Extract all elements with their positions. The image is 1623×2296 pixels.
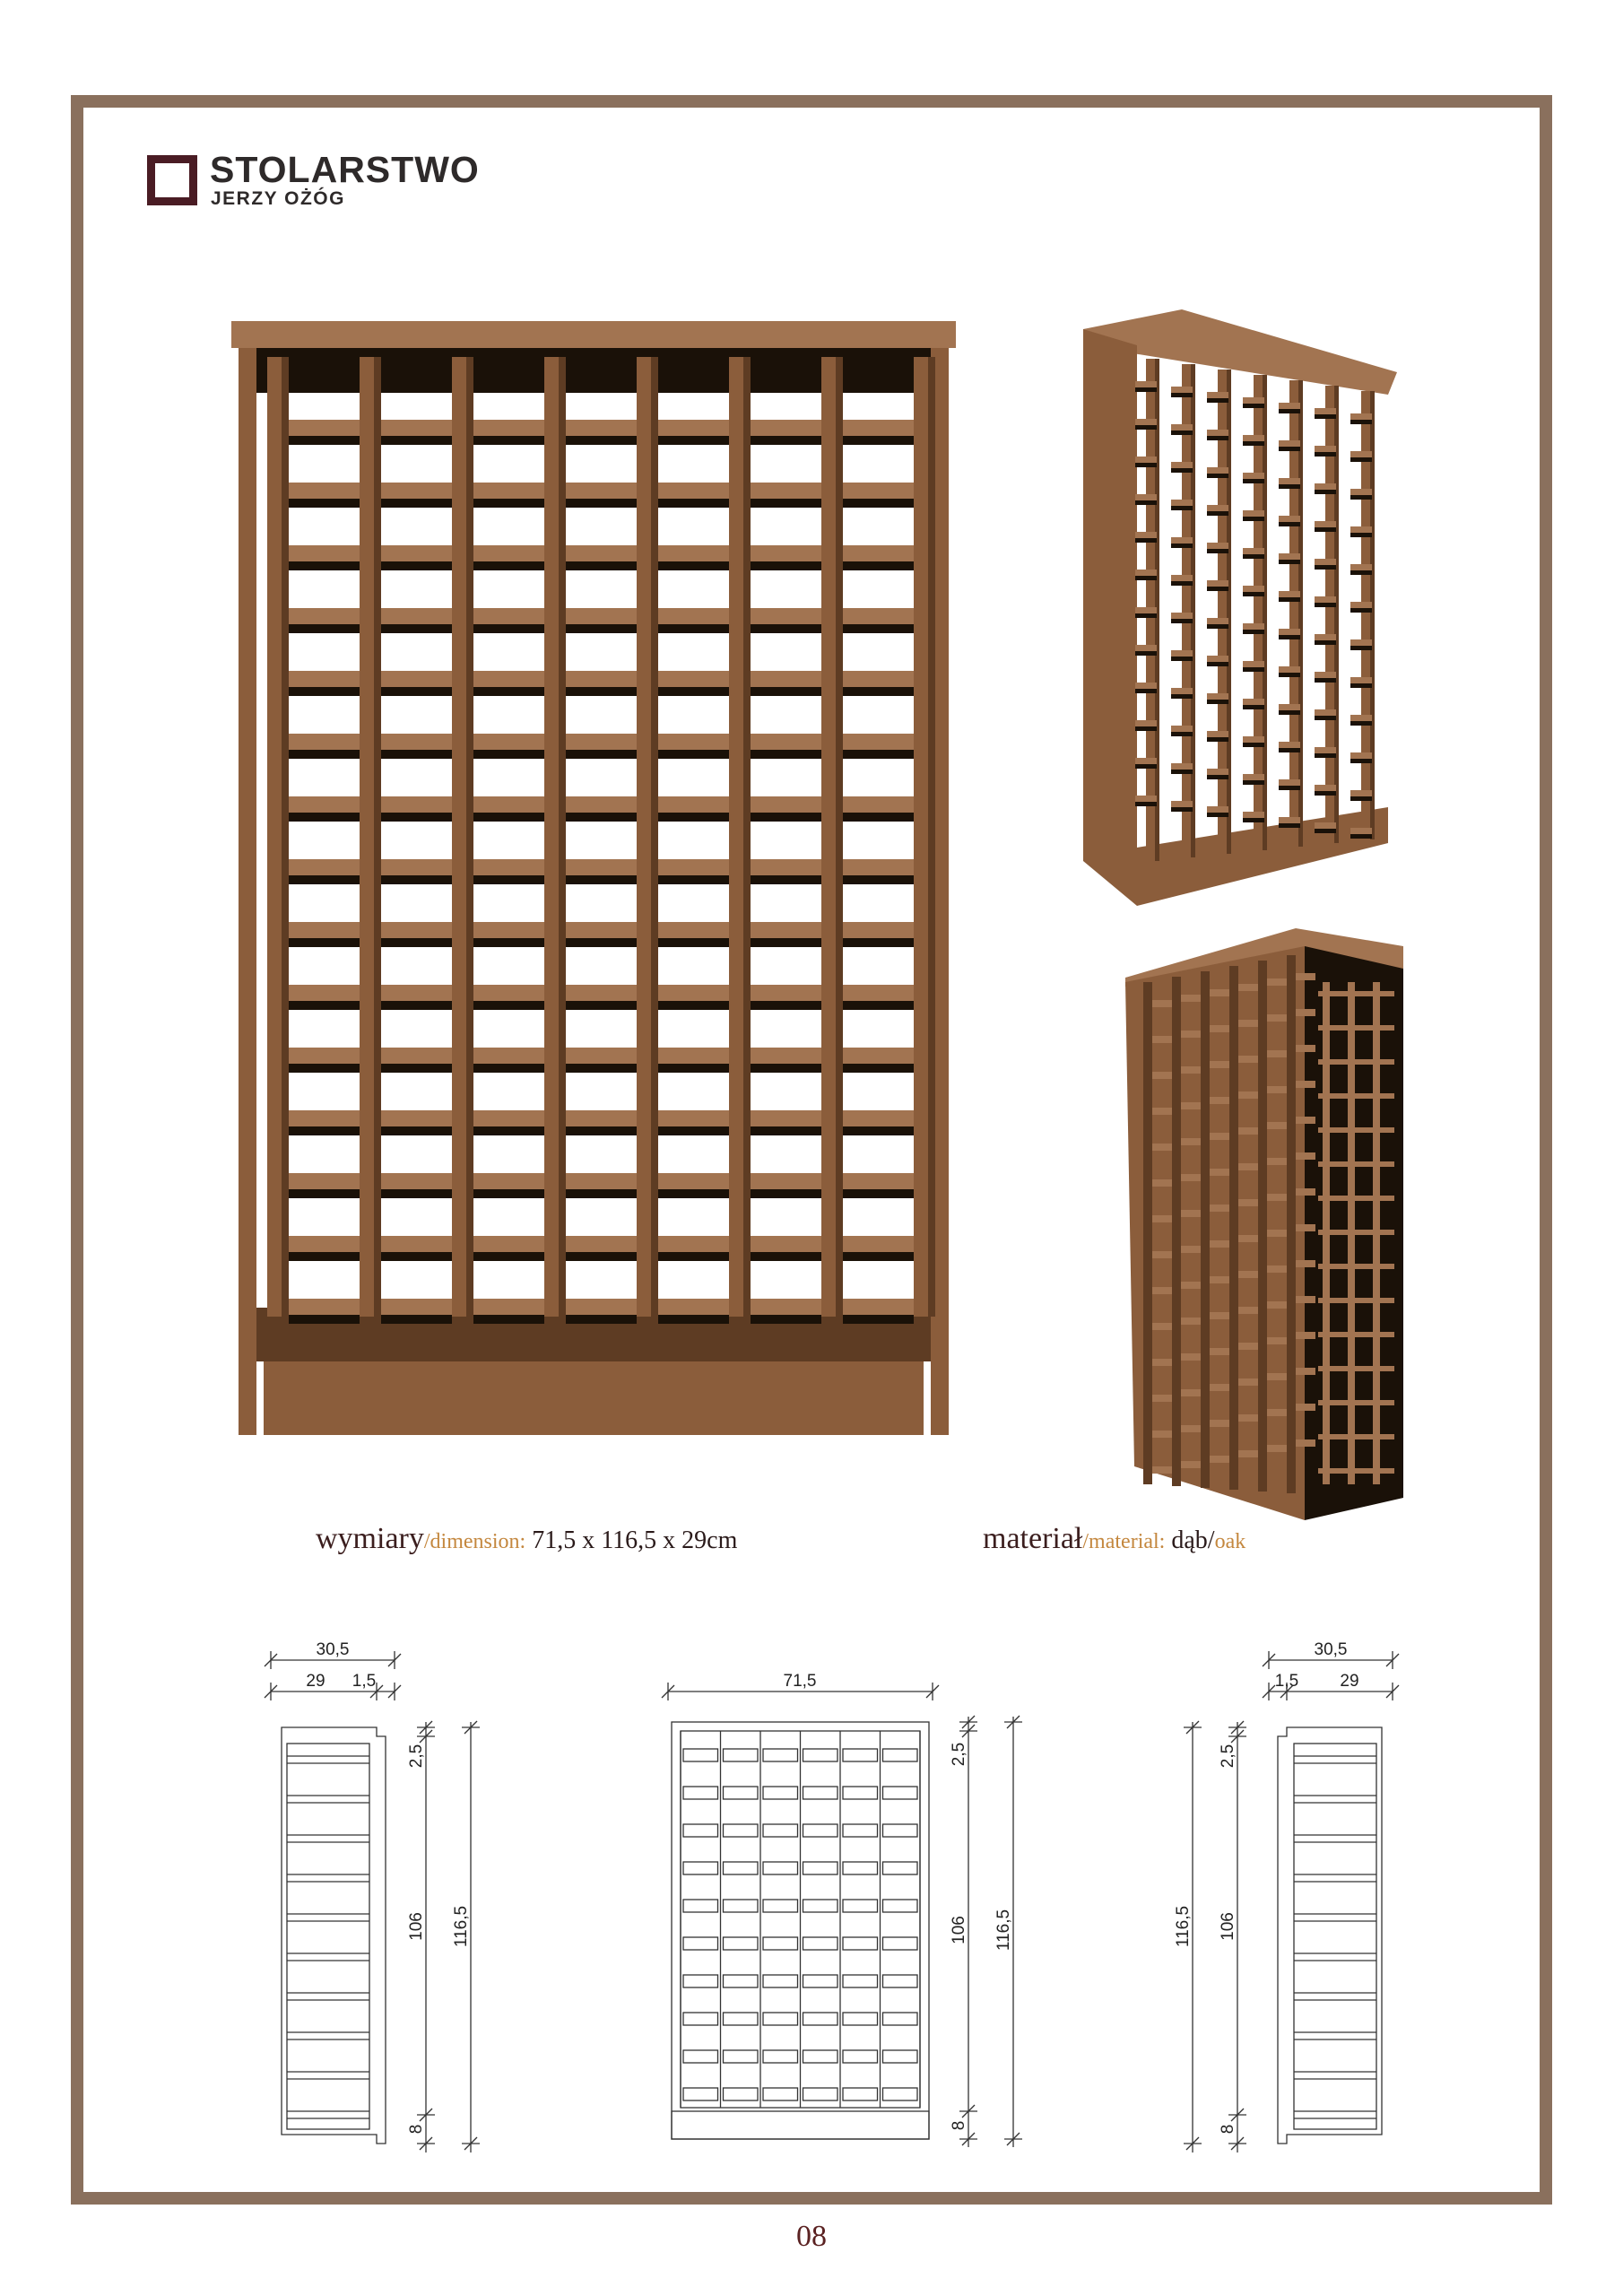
dim-depth: 29 xyxy=(1340,1672,1359,1691)
material-value-en: oak xyxy=(1214,1530,1246,1553)
page-number: 08 xyxy=(796,2220,827,2253)
dim-plinth: 8 xyxy=(950,2120,968,2131)
dimension-label: wymiary xyxy=(316,1522,424,1555)
material-label: materiał xyxy=(983,1522,1083,1555)
dimension-label-en: /dimension: xyxy=(423,1530,526,1553)
material-spec xyxy=(983,1522,1245,1556)
company-logo xyxy=(147,149,506,215)
side-view-drawing-right xyxy=(1157,1639,1408,2160)
dim-back: 1,5 xyxy=(352,1672,377,1691)
dim-top-rail: 2,5 xyxy=(1219,1744,1237,1769)
side-view-drawing-left xyxy=(260,1639,493,2160)
wine-rack-perspective-render-2 xyxy=(1125,928,1403,1520)
dim-width: 71,5 xyxy=(783,1672,817,1691)
dim-top-rail: 2,5 xyxy=(950,1742,968,1767)
dim-top-depth: 30,5 xyxy=(1314,1640,1348,1659)
dim-middle: 106 xyxy=(1219,1912,1237,1941)
material-value-separator: / xyxy=(1207,1526,1215,1554)
material-label-en: /material: xyxy=(1082,1530,1166,1553)
dim-top-depth: 30,5 xyxy=(316,1640,350,1659)
front-view-drawing xyxy=(659,1672,1036,2161)
dim-plinth: 8 xyxy=(407,2124,426,2135)
dim-plinth: 8 xyxy=(1219,2124,1237,2135)
dimension-spec xyxy=(316,1522,737,1556)
dim-height: 116,5 xyxy=(994,1909,1013,1952)
dimension-value: 71,5 x 116,5 x 29cm xyxy=(525,1526,738,1554)
dim-height: 116,5 xyxy=(1174,1905,1193,1948)
dim-middle: 106 xyxy=(950,1916,968,1944)
wine-rack-perspective-render-1 xyxy=(1083,309,1397,906)
dim-height: 116,5 xyxy=(452,1905,471,1948)
dim-top-rail: 2,5 xyxy=(407,1744,426,1769)
wine-rack-front-render xyxy=(231,321,956,1435)
dim-back: 1,5 xyxy=(1274,1672,1299,1691)
logo-subtitle: JERZY OŻÓG xyxy=(211,188,345,209)
dim-middle: 106 xyxy=(407,1912,426,1941)
logo-title: STOLARSTWO xyxy=(210,149,480,190)
material-value: dąb xyxy=(1165,1526,1208,1554)
dim-depth: 29 xyxy=(306,1672,325,1691)
logo-square-icon xyxy=(147,155,197,205)
